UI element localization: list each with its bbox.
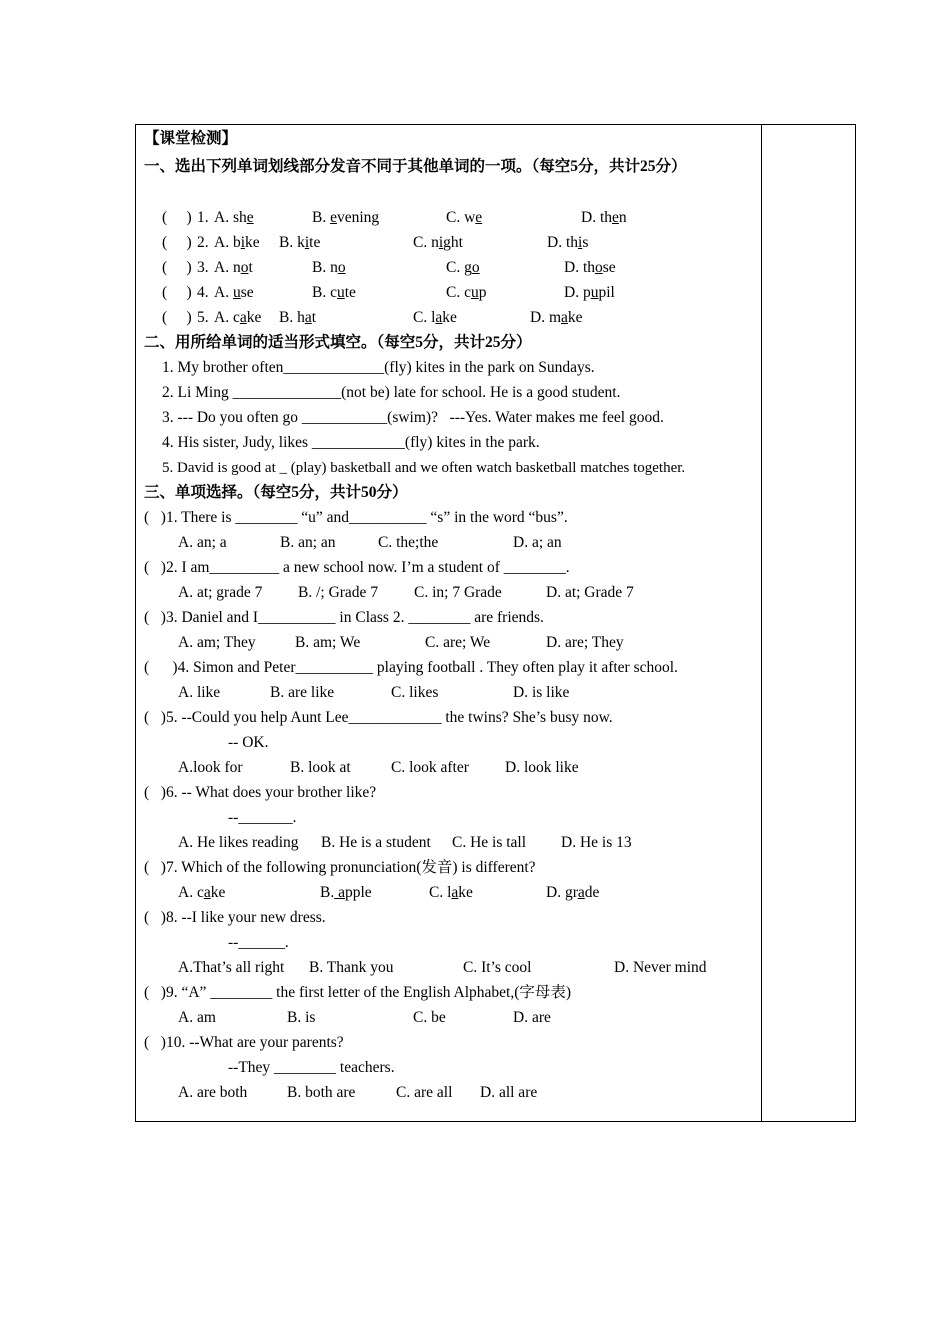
mc-option: B. both are [287,1084,356,1101]
section-title: 【课堂检测】 [144,130,238,147]
mc-option: C. be [413,1009,446,1026]
mc-option: A. He likes reading [178,834,299,851]
mc-option: D. a; an [513,534,562,551]
mc-question-8-reply: --______. [228,934,289,951]
mc-option: B. look at [290,759,351,776]
fill-blank-1: 1. My brother often_____________(fly) kites in the park on Sundays. [162,359,595,376]
mc-option: A. am [178,1009,216,1026]
mc-question-6-stem: ( )6. -- What does your brother like? [144,784,377,801]
mc-option: D. Never mind [614,959,707,976]
mc-option: C. in; 7 Grade [414,584,502,601]
mc-option: A.look for [178,759,243,776]
mc-option: B. an; an [280,534,336,551]
mc-question-3-stem: ( )3. Daniel and I__________ in Class 2. ________ are friends. [144,609,544,626]
fill-blank-4: 4. His sister, Judy, likes ____________(fly) kites in the park. [162,434,540,451]
mc-question-5-stem: ( )5. --Could you help Aunt Lee____________ the twins? She’s busy now. [144,709,613,726]
mc-question-5-reply: -- OK. [228,734,269,751]
mc-option: B. is [287,1009,316,1026]
mc-question-6-reply: --_______. [228,809,297,826]
mc-option: A. at; grade 7 [178,584,263,601]
mc-option: B. are like [270,684,335,701]
mc-option: B. am; We [295,634,361,651]
fill-blank-2: 2. Li Ming ______________(not be) late for school. He is a good student. [162,384,621,401]
mc-option: D. are; They [546,634,624,651]
mc-option: C. are; We [425,634,491,651]
mc-question-2-stem: ( )2. I am_________ a new school now. I’m a student of ________. [144,559,570,576]
mc-question-8-stem: ( )8. --I like your new dress. [144,909,326,926]
mc-option: A. like [178,684,221,701]
mc-option: C. are all [396,1084,453,1101]
section-2-heading: 二、用所给单词的适当形式填空。（每空5分，共计25分） [144,334,532,351]
fill-blank-5: 5. David is good at _ (play) basketball and we often watch basketball matches together. [162,460,686,476]
mc-question-9-stem: ( )9. “A” ________ the first letter of the English Alphabet,(字母表) [144,984,572,1001]
mc-question-4-stem: ( )4. Simon and Peter__________ playing football . They often play it after school. [144,659,678,676]
mc-option: B. /; Grade 7 [298,584,379,601]
mc-question-7-stem: ( )7. Which of the following pronunciation(发音) is different? [144,859,536,876]
mc-option: B. He is a student [321,834,431,851]
mc-option: D. grade [546,884,600,901]
mc-question-1-stem: ( )1. There is ________ “u” and__________ “s” in the word “bus”. [144,509,568,526]
table-column-divider [761,125,762,1121]
mc-option: A. an; a [178,534,227,551]
mc-option: D. are [513,1009,551,1026]
mc-option: C. likes [391,684,439,701]
mc-option: C. the;the [378,534,439,551]
mc-option: C. look after [391,759,469,776]
mc-option: A. cake [178,884,226,901]
mc-option: A.That’s all right [178,959,285,976]
mc-option: D. He is 13 [561,834,632,851]
fill-blank-3: 3. --- Do you often go ___________(swim)? ---Yes. Water makes me feel good. [162,409,664,426]
mc-option: A. am; They [178,634,256,651]
mc-question-10-stem: ( )10. --What are your parents? [144,1034,344,1051]
mc-option: C. He is tall [452,834,527,851]
exercise-table: 【课堂检测】 一、选出下列单词划线部分发音不同于其他单词的一项。（每空5分，共计25分） ( ) 1. A. she B. evening C. we D. then ( ) 2. A. bike B. kite C. night D. this ( ) 3. A. not B. no C. go D. those ( ) 4. A. use B. cute C. cup D. pupil ( ) 5. A. cake B. hat C. lake D. make 二、用所给单词的适当形式填空。（每空5分，共计25分） 1. My brother often_____________(fly) kites in the park on Sundays. 2. Li Ming ______________(not be) late for school. He is a good student. 3. --- Do you often go ___________(swim)? ---Yes. Water makes me feel good. 4. His sister, Judy, likes ____________(fly) kites in the park. 5. David is good at _ (play) basketball and we often watch basketball matches together. 三、单项选择。（每空5分，共计50分） ( )1. There is ________ “u” and__________ “s” in the word “bus”. A. an; a B. an; an C. the;the D. a; an ( )2. I am_________ a new school now. I’m a student of ________. A. at; grade 7 B. /; Grade 7 C. in; 7 Grade D. at; Grade 7 ( )3. Daniel and I__________ in Class 2. ________ are friends. A. am; They B. am; We C. are; We D. are; They ( )4. Simon and Peter__________ playing football . They often play it after school. A. like B. are like C. likes D. is like ( )5. --Could you help Aunt Lee____________ the twins? She’s busy now. -- OK. A.look for B. look at C. look after D. look like ( )6. -- What does your brother like? --_______. A. He likes reading B. He is a student C. He is tall D. He is 13 ( )7. Which of the following pronunciation(发音) is different? A. cake B. apple C. lake D. grade ( )8. --I like your new dress. --______. A.That’s all right B. Thank you C. It’s cool D. Never mind ( )9. “A” ________ the first letter of the English Alphabet,(字母表) A. am B. is C. be D. are ( )10. --What are your parents? --They ________ teachers. A. are both B. both are C. are all D. all are [135,124,856,1122]
mc-option: B. Thank you [309,959,394,976]
mc-option: D. look like [505,759,579,776]
mc-option: C. It’s cool [463,959,532,976]
mc-question-10-reply: --They ________ teachers. [228,1059,395,1076]
section-1-heading: 一、选出下列单词划线部分发音不同于其他单词的一项。（每空5分，共计25分） [144,158,687,175]
mc-option: C. lake [429,884,473,901]
mc-option: D. is like [513,684,570,701]
mc-option: B. apple [320,884,372,901]
mc-option: D. all are [480,1084,538,1101]
section-3-heading: 三、单项选择。（每空5分，共计50分） [144,484,408,501]
mc-option: D. at; Grade 7 [546,584,634,601]
mc-option: A. are both [178,1084,248,1101]
